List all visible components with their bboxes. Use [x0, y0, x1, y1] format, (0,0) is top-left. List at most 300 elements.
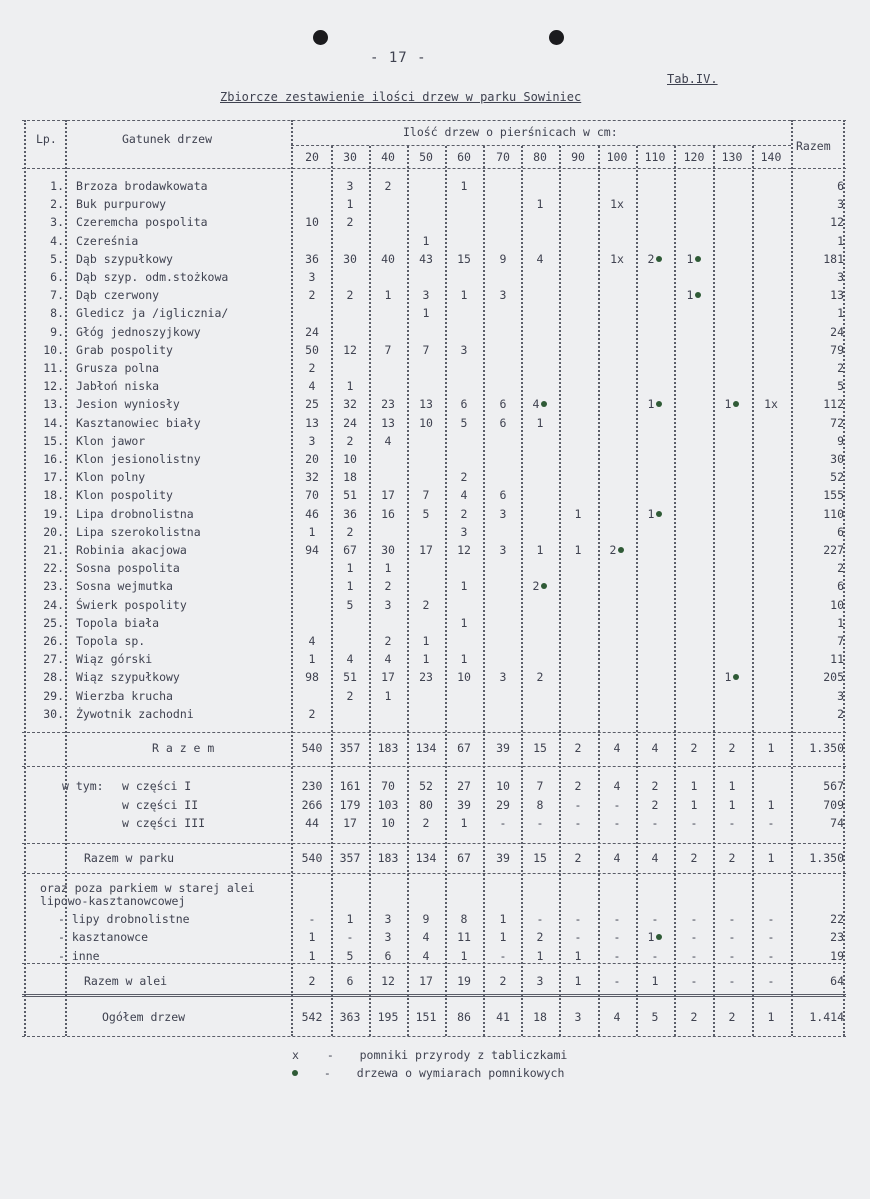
part-row-value: 44	[305, 816, 319, 830]
part-row-value: 29	[496, 797, 510, 812]
part-row-value: 39	[457, 797, 471, 812]
row-value: 3	[422, 288, 430, 303]
alley-row-value: 1	[499, 912, 507, 926]
row-species-name: Grab pospolity	[76, 342, 173, 357]
row-value: 18	[343, 470, 357, 485]
grand-total-row-value: 542	[301, 1010, 323, 1024]
alley-row-value: -	[767, 948, 775, 963]
part-row-value: 17	[343, 816, 357, 830]
row-value: 15	[457, 251, 471, 266]
grand-total-row-value: 4	[613, 1010, 621, 1024]
alley-total-row-value: 1	[651, 974, 659, 988]
column-rule	[713, 146, 715, 1036]
grand-total-row-value: 1	[767, 1010, 775, 1024]
row-value: 6	[499, 488, 507, 503]
alley-total-row-value: 19	[457, 974, 471, 988]
row-total: 1	[837, 233, 844, 248]
alley-total-row-value: -	[728, 974, 736, 988]
razem-row-value: 540	[301, 741, 323, 755]
row-value: 3	[384, 597, 392, 612]
header-diameter-50: 50	[419, 150, 433, 164]
row-value: 1	[384, 688, 392, 703]
header-diameter-40: 40	[381, 150, 395, 164]
row-value: 2	[346, 433, 354, 448]
alley-row-value: 5	[346, 948, 354, 963]
alley-row-value: 1	[574, 948, 582, 963]
row-value: 17	[381, 488, 395, 503]
row-total: 5	[837, 379, 844, 394]
row-value: 10	[419, 415, 433, 430]
row-species-name: Topola biała	[76, 615, 160, 630]
row-value: 10	[343, 452, 357, 466]
column-rule	[559, 146, 561, 1036]
row-species-name: Wiąz szypułkowy	[76, 670, 180, 685]
row-value: 3	[499, 506, 507, 521]
column-rule	[521, 146, 523, 1036]
part-row-value: -	[613, 816, 621, 830]
alley-row-value: 6	[384, 948, 392, 963]
alley-row-value: 1	[499, 930, 507, 945]
alley-row-value: 8	[460, 912, 468, 926]
column-rule	[65, 120, 67, 1036]
alley-total-row-value: 17	[419, 974, 433, 988]
row-species-name: Kasztanowiec biały	[76, 415, 201, 430]
row-total: 155	[823, 488, 844, 503]
row-value: 24	[343, 415, 357, 430]
razem-row-value: 2	[574, 741, 582, 755]
alley-total-row-value: -	[690, 974, 698, 988]
row-total: 10	[830, 597, 844, 612]
row-value: 2	[384, 634, 392, 648]
row-lp: 28.	[43, 670, 64, 685]
row-value: 36	[343, 506, 357, 521]
alley-row-label: - inne	[58, 948, 100, 963]
header-diameter-70: 70	[496, 150, 510, 164]
grand-total-row-value: 18	[533, 1010, 547, 1024]
row-value: 12	[343, 342, 357, 357]
park-total-row-total: 1.350	[809, 851, 844, 865]
alley-row-label: - lipy drobnolistne	[58, 912, 190, 926]
row-lp: 25.	[43, 615, 64, 630]
monument-dot-icon	[695, 292, 701, 298]
part-row-value: -	[651, 816, 659, 830]
part-row-value: 10	[496, 779, 510, 793]
alley-row-value: -	[651, 912, 659, 926]
column-rule	[843, 120, 845, 1036]
row-value: 25	[305, 397, 319, 412]
row-value: 1	[422, 306, 430, 321]
park-total-row-value: 4	[651, 851, 659, 865]
row-value: 4	[384, 433, 392, 448]
row-species-name: Dąb szyp. odm.stożkowa	[76, 270, 229, 284]
row-value: 94	[305, 543, 319, 557]
alley-row-value: 11	[457, 930, 471, 945]
row-value: 2	[308, 288, 316, 303]
rule-bottom	[22, 1036, 846, 1037]
row-value: 2	[346, 288, 354, 303]
part-row-label: w części III	[122, 816, 206, 830]
header-diameter-20: 20	[305, 150, 319, 164]
table-title: Zbiorcze zestawienie ilości drzew w parku Sowiniec	[220, 90, 582, 104]
park-total-row-value: 357	[339, 851, 361, 865]
row-value: 30	[381, 543, 395, 557]
alley-row-value: 4	[422, 948, 430, 963]
column-rule	[369, 146, 371, 1036]
row-species-name: Klon jesionolistny	[76, 452, 201, 466]
row-value: 1	[308, 524, 316, 539]
row-value: 1x	[610, 197, 624, 212]
rule-subheader	[291, 145, 791, 146]
row-species-name: Wiąz górski	[76, 652, 153, 667]
grand-total-row-total: 1.414	[809, 1010, 844, 1024]
row-value: 3	[499, 288, 507, 303]
part-row-value: -	[690, 816, 698, 830]
row-value: 4	[308, 379, 316, 394]
row-value: 1	[308, 652, 316, 667]
row-species-name: Topola sp.	[76, 634, 146, 648]
row-value: 36	[305, 251, 319, 266]
row-value: 2	[422, 597, 430, 612]
part-row-value: 161	[339, 779, 361, 793]
legend-x	[292, 1048, 567, 1062]
row-value: 5	[346, 597, 354, 612]
alley-row-value: -	[690, 948, 698, 963]
legend-x-text: pomniki przyrody z tabliczkami	[359, 1048, 568, 1062]
part-row-value: 103	[377, 797, 399, 812]
part-row-value: 2	[651, 779, 659, 793]
row-lp: 5.	[50, 251, 64, 266]
part-row-value: 179	[339, 797, 361, 812]
razem-row-value: 67	[457, 741, 471, 755]
alley-row-value: -	[728, 948, 736, 963]
row-species-name: Świerk pospolity	[76, 597, 187, 612]
row-value: 1	[460, 288, 468, 303]
row-total: 3	[837, 688, 844, 703]
row-value: 3	[308, 270, 316, 284]
alley-row-value: 3	[384, 930, 392, 945]
column-rule	[407, 146, 409, 1036]
alley-row-label: - kasztanowce	[58, 930, 149, 945]
part-row-value: 266	[301, 797, 323, 812]
column-rule	[445, 146, 447, 1036]
rule-park-bottom	[22, 873, 846, 874]
legend-dot-text: drzewa o wymiarach pomnikowych	[356, 1066, 565, 1080]
rule-parts-bottom	[22, 843, 846, 844]
column-rule	[24, 120, 26, 1036]
row-lp: 12.	[43, 379, 64, 394]
alley-row-value: -	[536, 912, 544, 926]
row-value: 67	[343, 543, 357, 557]
row-value: 7	[422, 342, 430, 357]
row-value: 3	[308, 433, 316, 448]
row-species-name: Brzoza brodawkowata	[76, 179, 208, 193]
alley-row-value: 1	[346, 912, 354, 926]
row-lp: 20.	[43, 524, 64, 539]
part-row-value: 70	[381, 779, 395, 793]
row-lp: 23.	[43, 579, 64, 594]
row-value: 5	[460, 415, 468, 430]
alley-row-value: -	[308, 912, 316, 926]
row-lp: 6.	[50, 270, 64, 284]
row-lp: 21.	[43, 543, 64, 557]
row-value: 4	[522, 398, 558, 411]
row-value: 2	[460, 506, 468, 521]
alley-row-total: 19	[830, 948, 844, 963]
alley-row-value: -	[767, 930, 775, 945]
row-value: 4	[384, 652, 392, 667]
row-lp: 30.	[43, 706, 64, 721]
row-species-name: Wierzba krucha	[76, 688, 173, 703]
monument-dot-icon	[541, 583, 547, 589]
razem-row-value: 39	[496, 741, 510, 755]
row-value: 1	[637, 398, 673, 411]
grand-total-row-value: 2	[690, 1010, 698, 1024]
row-value: 2	[308, 706, 316, 721]
grand-total-row-label: Ogółem drzew	[102, 1010, 186, 1024]
row-species-name: Czeremcha pospolita	[76, 215, 208, 230]
row-value: 4	[536, 251, 544, 266]
row-lp: 16.	[43, 452, 64, 466]
rule-species-bottom	[22, 732, 846, 733]
header-diameter-130: 130	[721, 150, 743, 164]
alley-heading-2: lipowo-kasztanowcowej	[40, 894, 186, 908]
row-value: 9	[499, 251, 507, 266]
row-value: 30	[343, 251, 357, 266]
row-total: 6	[837, 524, 844, 539]
row-value: 4	[308, 634, 316, 648]
razem-row-label: R a z e m	[152, 741, 215, 755]
alley-row-value: 1	[308, 930, 316, 945]
row-lp: 17.	[43, 470, 64, 485]
part-row-value: -	[613, 797, 621, 812]
legend-dash-2: -	[323, 1066, 331, 1080]
row-species-name: Lipa drobnolistna	[76, 506, 194, 521]
row-value: 2	[599, 544, 635, 557]
row-value: 1	[422, 233, 430, 248]
row-total: 24	[830, 324, 844, 339]
column-rule	[636, 146, 638, 1036]
legend-dot	[292, 1066, 564, 1080]
row-lp: 26.	[43, 634, 64, 648]
page-number: - 17 -	[370, 50, 427, 66]
row-value: 1	[422, 652, 430, 667]
column-rule	[483, 146, 485, 1036]
alley-row-value: 1	[637, 931, 673, 944]
column-rule	[674, 146, 676, 1036]
row-species-name: Robinia akacjowa	[76, 543, 187, 557]
rule-alley-total-bottom	[22, 994, 846, 997]
row-value: 51	[343, 488, 357, 503]
alley-row-value: -	[690, 912, 698, 926]
rule-header-bottom	[22, 168, 846, 169]
row-total: 110	[823, 506, 844, 521]
row-total: 9	[837, 433, 844, 448]
alley-total-row-value: -	[613, 974, 621, 988]
row-value: 17	[381, 670, 395, 685]
monument-dot-icon	[541, 401, 547, 407]
park-total-row-value: 2	[728, 851, 736, 865]
row-value: 7	[384, 342, 392, 357]
monument-dot-icon	[656, 511, 662, 517]
park-total-row-value: 4	[613, 851, 621, 865]
row-value: 70	[305, 488, 319, 503]
park-total-row-value: 2	[690, 851, 698, 865]
park-total-row-value: 39	[496, 851, 510, 865]
alley-row-value: -	[346, 930, 354, 945]
grand-total-row-value: 195	[377, 1010, 399, 1024]
row-value: 13	[305, 415, 319, 430]
alley-row-value: -	[613, 912, 621, 926]
part-row-value: -	[728, 816, 736, 830]
row-lp: 13.	[43, 397, 64, 412]
row-value: 10	[457, 670, 471, 685]
razem-row-value: 15	[533, 741, 547, 755]
row-value: 3	[346, 179, 354, 193]
alley-row-value: 4	[422, 930, 430, 945]
row-species-name: Jesion wyniosły	[76, 397, 180, 412]
part-row-value: 4	[613, 779, 621, 793]
park-total-row-value: 2	[574, 851, 582, 865]
row-value: 1	[460, 652, 468, 667]
alley-row-value: 2	[536, 930, 544, 945]
row-lp: 1.	[50, 179, 64, 193]
monument-dot-icon	[656, 401, 662, 407]
razem-row-value: 1	[767, 741, 775, 755]
row-lp: 9.	[50, 324, 64, 339]
row-value: 6	[460, 397, 468, 412]
row-value: 32	[305, 470, 319, 485]
row-species-name: Jabłoń niska	[76, 379, 160, 394]
row-value: 1	[346, 561, 354, 576]
part-row-value: 8	[536, 797, 544, 812]
row-total: 2	[837, 561, 844, 576]
row-value: 1	[574, 543, 582, 557]
row-value: 1	[346, 579, 354, 594]
row-lp: 11.	[43, 361, 64, 375]
row-total: 7	[837, 634, 844, 648]
row-value: 3	[460, 342, 468, 357]
row-value: 13	[381, 415, 395, 430]
razem-row-value: 4	[651, 741, 659, 755]
part-row-total: 74	[830, 816, 844, 830]
alley-row-value: 1	[460, 948, 468, 963]
row-value: 20	[305, 452, 319, 466]
row-lp: 8.	[50, 306, 64, 321]
part-row-value: 1	[767, 797, 775, 812]
row-lp: 10.	[43, 342, 64, 357]
row-value: 1x	[764, 397, 778, 412]
part-row-total: 567	[823, 779, 844, 793]
alley-row-value: -	[574, 930, 582, 945]
part-row-value: -	[767, 816, 775, 830]
row-value: 4	[460, 488, 468, 503]
alley-heading-1: oraz poza parkiem w starej alei	[40, 881, 255, 895]
razem-row-value: 2	[690, 741, 698, 755]
alley-row-value: -	[651, 948, 659, 963]
row-value: 1	[536, 415, 544, 430]
row-lp: 4.	[50, 233, 64, 248]
row-lp: 18.	[43, 488, 64, 503]
alley-total-row-value: 2	[499, 974, 507, 988]
row-total: 2	[837, 361, 844, 375]
row-total: 1	[837, 306, 844, 321]
row-total: 6	[837, 179, 844, 193]
row-total: 52	[830, 470, 844, 485]
row-value: 23	[381, 397, 395, 412]
alley-row-value: 3	[384, 912, 392, 926]
row-value: 1	[346, 197, 354, 212]
row-value: 1	[536, 543, 544, 557]
row-lp: 24.	[43, 597, 64, 612]
row-value: 3	[499, 543, 507, 557]
column-rule	[791, 120, 793, 1036]
row-species-name: Lipa szerokolistna	[76, 524, 201, 539]
monument-dot-icon	[656, 256, 662, 262]
rule-razem-bottom	[22, 766, 846, 767]
row-lp: 14.	[43, 415, 64, 430]
row-value: 24	[305, 324, 319, 339]
row-value: 1	[714, 671, 750, 684]
grand-total-row-value: 41	[496, 1010, 510, 1024]
row-species-name: Czereśnia	[76, 233, 139, 248]
part-row-value: -	[574, 797, 582, 812]
row-value: 2	[637, 253, 673, 266]
row-value: 23	[419, 670, 433, 685]
row-species-name: Klon pospolity	[76, 488, 173, 503]
monument-dot-icon	[695, 256, 701, 262]
razem-row-value: 2	[728, 741, 736, 755]
park-total-row-value: 183	[377, 851, 399, 865]
row-value: 40	[381, 251, 395, 266]
row-total: 79	[830, 342, 844, 357]
alley-total-row-value: 6	[346, 974, 354, 988]
park-total-row-value: 1	[767, 851, 775, 865]
alley-row-value: -	[767, 912, 775, 926]
alley-row-value: -	[613, 930, 621, 945]
monument-dot-icon	[733, 401, 739, 407]
part-row-label: w części I	[122, 779, 192, 793]
row-value: 17	[419, 543, 433, 557]
parts-prefix: w tym:	[62, 779, 104, 793]
part-row-value: 7	[536, 779, 544, 793]
row-value: 1	[346, 379, 354, 394]
legend-dot-icon	[292, 1070, 298, 1076]
razem-row-value: 357	[339, 741, 361, 755]
razem-row-total: 1.350	[809, 741, 844, 755]
grand-total-row-value: 5	[651, 1010, 659, 1024]
part-row-value: 1	[690, 779, 698, 793]
row-species-name: Klon jawor	[76, 433, 146, 448]
row-value: 13	[419, 397, 433, 412]
row-value: 1	[637, 508, 673, 521]
row-value: 10	[305, 215, 319, 230]
row-total: 3	[837, 197, 844, 212]
row-value: 16	[381, 506, 395, 521]
alley-row-value: -	[690, 930, 698, 945]
grand-total-row-value: 363	[339, 1010, 361, 1024]
header-diameter-120: 120	[683, 150, 705, 164]
row-value: 2	[346, 688, 354, 703]
row-species-name: Grusza polna	[76, 361, 160, 375]
row-species-name: Żywotnik zachodni	[76, 706, 194, 721]
header-total: Razem	[796, 139, 831, 153]
row-total: 11	[830, 652, 844, 667]
row-total: 227	[823, 543, 844, 557]
part-row-value: 1	[690, 797, 698, 812]
row-total: 1	[837, 615, 844, 630]
row-lp: 27.	[43, 652, 64, 667]
header-diameter-30: 30	[343, 150, 357, 164]
